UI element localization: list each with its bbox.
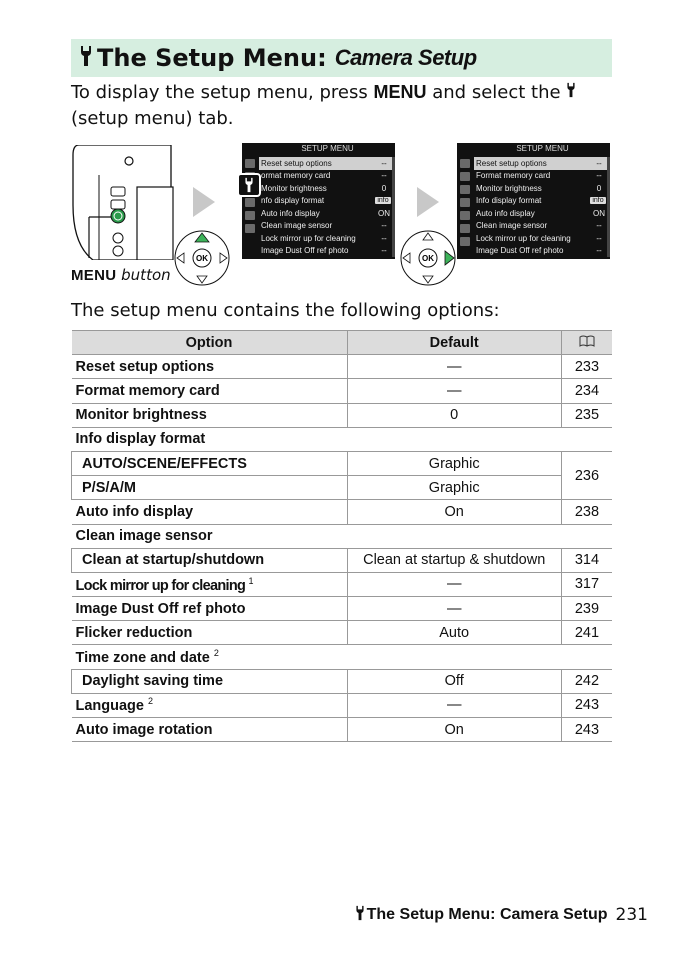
- table-row: [72, 645, 613, 669]
- screen-menu-row: [474, 195, 608, 208]
- option-label: Flicker reduction: [75, 624, 193, 641]
- screen-menu-row: [474, 182, 608, 195]
- table-row: [72, 355, 613, 379]
- screen-menu-row: [259, 182, 393, 195]
- screen-row-label: Info display format: [476, 196, 542, 206]
- screen-row-value: --: [381, 171, 387, 181]
- default-value: —: [347, 572, 561, 596]
- camera-back-illustration: [71, 145, 176, 260]
- screen-row-value: --: [381, 246, 387, 256]
- table-row: [72, 548, 613, 572]
- screen-row-label: Reset setup options: [261, 158, 332, 168]
- page-reference: 239: [561, 597, 612, 621]
- screen-row-value: ON: [593, 208, 605, 218]
- screen-row-label: ormat memory card: [261, 171, 331, 181]
- screen-row-label: Image Dust Off ref photo: [476, 246, 564, 256]
- default-value: —: [347, 597, 561, 621]
- screen-row-label: Auto info display: [261, 208, 320, 218]
- footnote-marker: 1: [248, 575, 253, 586]
- option-label: Language: [75, 698, 144, 715]
- screen-menu-row: [259, 170, 393, 183]
- setup-menu-screen-2: [457, 143, 610, 259]
- option-label: Lock mirror up for cleaning: [75, 577, 246, 594]
- screen-scrollbar: [607, 157, 610, 257]
- menu-tabs: [458, 155, 472, 259]
- page-reference: 235: [561, 403, 612, 427]
- option-label: Reset setup options: [75, 358, 215, 375]
- book-icon: [579, 335, 595, 351]
- footnote-marker: 2: [213, 648, 219, 659]
- ok-label: OK: [196, 254, 208, 263]
- setup-menu-screen-1: [242, 143, 395, 259]
- screen-menu-row: [259, 232, 393, 245]
- option-label: Image Dust Off ref photo: [75, 600, 246, 617]
- wrench-icon: [79, 45, 93, 71]
- screen-row-label: Format memory card: [476, 171, 551, 181]
- table-row: [72, 427, 613, 451]
- screen-row-value: ON: [378, 208, 390, 218]
- screen-menu-row: [474, 207, 608, 220]
- screen-row-label: Clean image sensor: [476, 221, 548, 231]
- option-label: Auto image rotation: [75, 721, 213, 738]
- default-value: —: [347, 355, 561, 379]
- option-name: [72, 572, 348, 596]
- intro-text: [71, 80, 616, 131]
- table-row: [72, 718, 613, 742]
- table-row: [72, 403, 613, 427]
- wrench-icon: [355, 905, 365, 925]
- option-label: Auto info display: [75, 503, 194, 520]
- page-reference: 314: [561, 548, 612, 572]
- screen-menu-row: [259, 157, 393, 170]
- table-row: [72, 476, 613, 500]
- intro-part1: To display the setup menu, press: [71, 82, 368, 103]
- screen-menu-row: [474, 170, 608, 183]
- intro-part3: (setup menu) tab.: [71, 107, 234, 129]
- menu-button-caption: [71, 266, 171, 284]
- header-option: Option: [72, 331, 348, 355]
- contains-text: The setup menu contains the following options:: [71, 300, 500, 321]
- screen-row-value: --: [596, 246, 602, 256]
- option-name: [72, 597, 348, 621]
- screen-scrollbar: [392, 157, 395, 257]
- screen-header: SETUP MENU: [516, 144, 569, 153]
- screen-menu-row: [259, 245, 393, 258]
- screen-row-label: Monitor brightness: [261, 183, 327, 193]
- multi-selector-up-icon: [173, 229, 231, 287]
- page-reference: 234: [561, 379, 612, 403]
- option-label: Time zone and date: [75, 649, 210, 666]
- option-name: [72, 355, 348, 379]
- screen-row-label: Image Dust Off ref photo: [261, 246, 349, 256]
- default-value: Graphic: [347, 476, 561, 500]
- screen-row-label: Auto info display: [476, 208, 535, 218]
- screen-menu-row: [474, 220, 608, 233]
- options-table: [71, 330, 612, 742]
- screen-menu-row: [474, 232, 608, 245]
- option-name: [72, 451, 348, 475]
- screen-row-label: Clean image sensor: [261, 221, 333, 231]
- option-name: [72, 669, 348, 693]
- screen-row-value: --: [596, 158, 602, 168]
- option-name: [72, 476, 348, 500]
- option-label: Clean image sensor: [75, 528, 213, 545]
- screen-row-value: --: [596, 171, 602, 181]
- option-label: AUTO/SCENE/EFFECTS: [82, 455, 247, 472]
- option-label: Monitor brightness: [75, 407, 207, 424]
- default-value: Graphic: [347, 451, 561, 475]
- screen-menu-row: [259, 220, 393, 233]
- default-value: On: [347, 718, 561, 742]
- screen-row-value: --: [381, 221, 387, 231]
- table-row: [72, 524, 613, 548]
- screen-row-value: 0: [381, 183, 387, 193]
- menu-key: MENU: [373, 82, 427, 102]
- arrow-right-icon: [193, 187, 215, 217]
- option-label: Daylight saving time: [82, 673, 224, 690]
- option-name: [72, 427, 613, 451]
- option-name: [72, 379, 348, 403]
- default-value: Clean at startup & shutdown: [347, 548, 561, 572]
- table-row: [72, 597, 613, 621]
- menu-tabs: [243, 155, 257, 259]
- page-reference: 243: [561, 693, 612, 717]
- button-word: button: [121, 266, 171, 284]
- page-reference: 236: [561, 451, 612, 499]
- page-title: [71, 39, 612, 77]
- svg-text:OK: OK: [422, 254, 434, 263]
- table-row: [72, 621, 613, 645]
- setup-tab-wrench-icon: [237, 173, 261, 197]
- table-header-row: [72, 331, 613, 355]
- default-value: On: [347, 500, 561, 524]
- option-label: Info display format: [75, 431, 206, 448]
- option-name: [72, 718, 348, 742]
- option-label: Format memory card: [75, 382, 220, 399]
- wrench-icon: [566, 81, 576, 106]
- page-reference: 242: [561, 669, 612, 693]
- screen-row-label: Monitor brightness: [476, 183, 542, 193]
- screen-row-label: Reset setup options: [476, 158, 547, 168]
- screen-row-value: --: [596, 221, 602, 231]
- option-label: Clean at startup/shutdown: [82, 552, 265, 569]
- option-name: [72, 500, 348, 524]
- default-value: Auto: [347, 621, 561, 645]
- default-value: —: [347, 379, 561, 403]
- option-name: [72, 548, 348, 572]
- page-reference: 317: [561, 572, 612, 596]
- option-name: [72, 524, 613, 548]
- screen-row-value: --: [596, 233, 602, 243]
- screen-row-label: nfo display format: [261, 196, 325, 206]
- page-number: 231: [615, 905, 648, 925]
- footnote-marker: 2: [148, 696, 154, 707]
- table-row: [72, 500, 613, 524]
- default-value: 0: [347, 403, 561, 427]
- multi-selector-right-icon: [399, 229, 457, 287]
- screen-row-value: --: [381, 158, 387, 168]
- screen-menu-row: [474, 157, 608, 170]
- screen-row-label: Lock mirror up for cleaning: [476, 233, 571, 243]
- screen-menu-row: [474, 245, 608, 258]
- option-name: [72, 693, 348, 717]
- option-name: [72, 645, 613, 669]
- option-name: [72, 403, 348, 427]
- page-reference: 241: [561, 621, 612, 645]
- table-row: [72, 669, 613, 693]
- page-reference: 233: [561, 355, 612, 379]
- table-row: [72, 572, 613, 596]
- table-row: [72, 451, 613, 475]
- screen-row-value: info: [590, 197, 606, 204]
- screen-row-value: --: [381, 233, 387, 243]
- screen-menu-row: [259, 195, 393, 208]
- intro-part2: and select the: [432, 82, 561, 103]
- screen-row-value: info: [375, 197, 391, 204]
- header-default: Default: [347, 331, 561, 355]
- arrow-right-icon: [417, 187, 439, 217]
- screen-menu-row: [259, 207, 393, 220]
- table-row: [72, 693, 613, 717]
- page-reference: 243: [561, 718, 612, 742]
- header-page: [561, 331, 612, 355]
- screen-row-label: Lock mirror up for cleaning: [261, 233, 356, 243]
- page-footer: [355, 905, 648, 925]
- default-value: —: [347, 693, 561, 717]
- page-reference: 238: [561, 500, 612, 524]
- option-name: [72, 621, 348, 645]
- menu-key-label: MENU: [71, 267, 117, 284]
- option-label: P/S/A/M: [82, 479, 136, 496]
- title-main: The Setup Menu:: [97, 44, 327, 72]
- table-row: [72, 379, 613, 403]
- footer-title: The Setup Menu: Camera Setup: [366, 906, 608, 923]
- title-sub: Camera Setup: [334, 45, 477, 70]
- screen-header: SETUP MENU: [301, 144, 354, 153]
- screen-row-value: 0: [596, 183, 602, 193]
- default-value: Off: [347, 669, 561, 693]
